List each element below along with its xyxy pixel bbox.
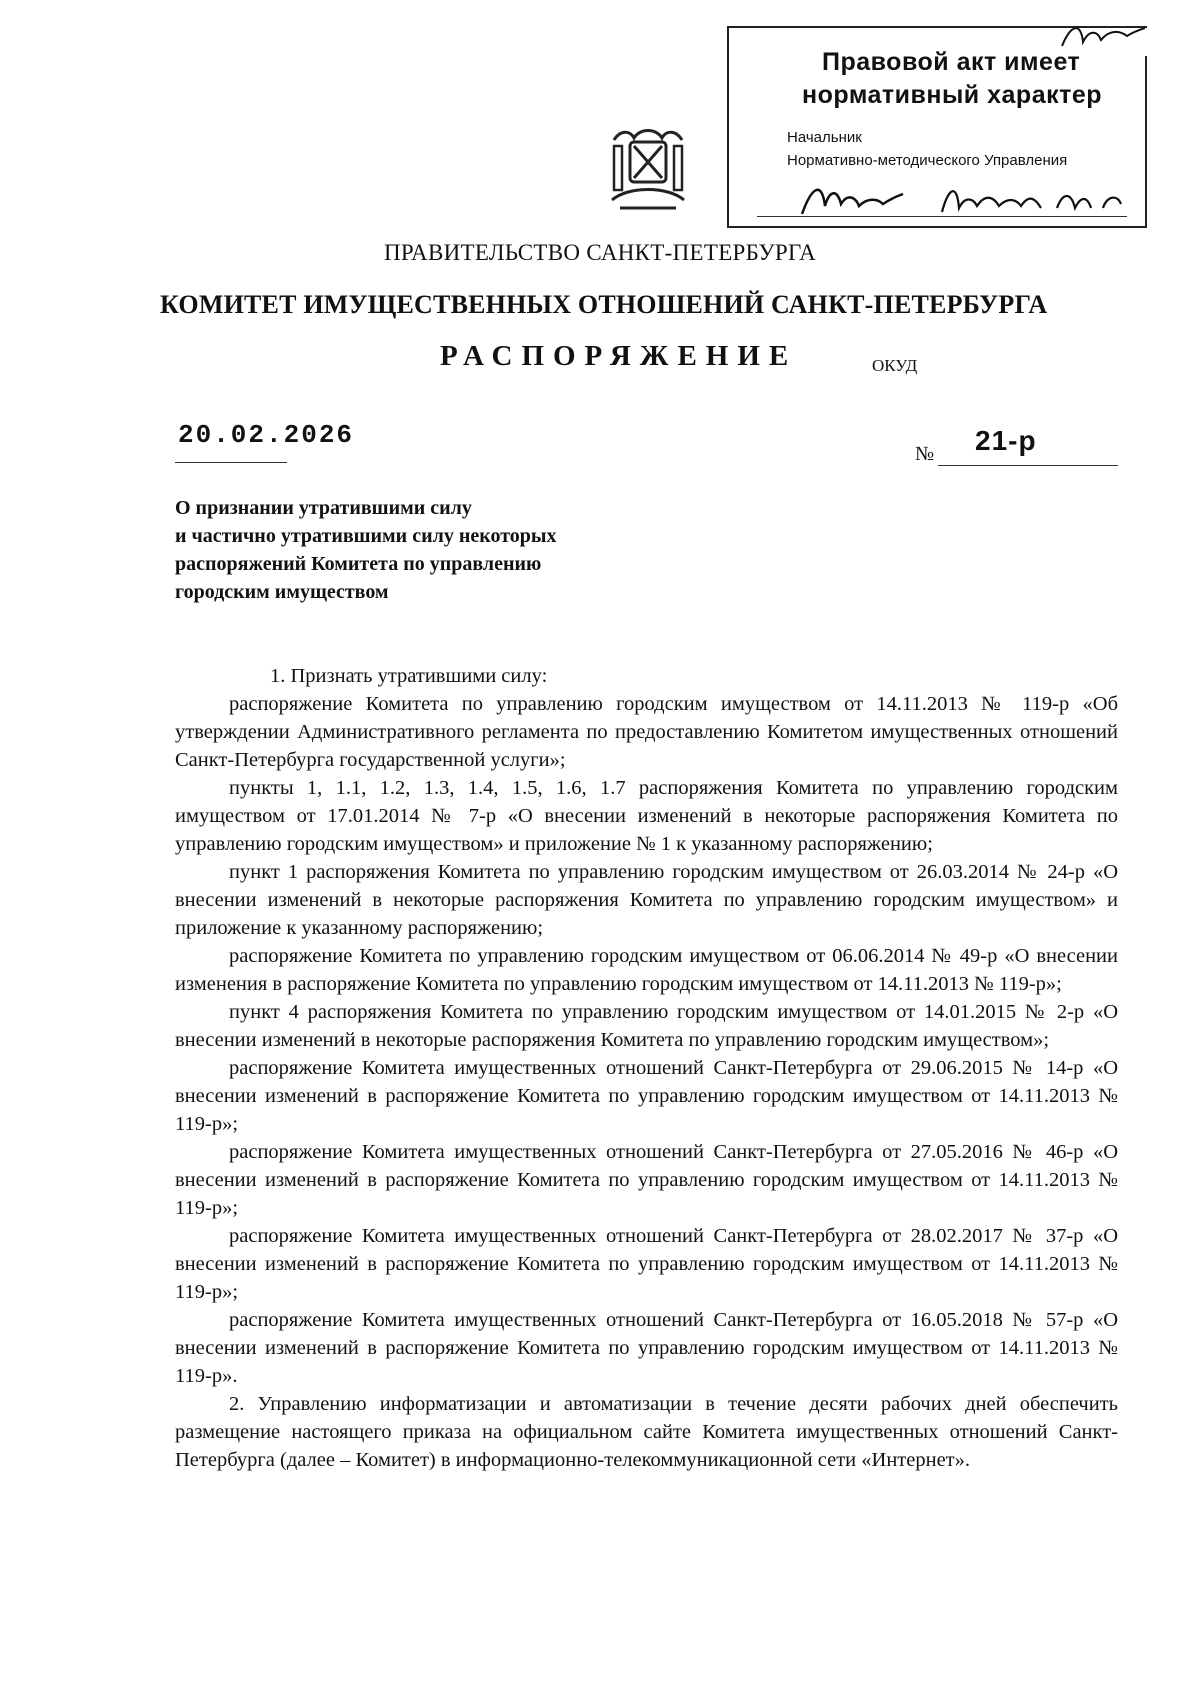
body-paragraph: пункт 4 распоряжения Комитета по управлению городским имуществом от 14.01.2015 № 2-р «О внесении изменений в некоторые распоряжения Комитета по управлению городским имуществом»; — [175, 1001, 1118, 1051]
stamp-position-line2: Нормативно-методического Управления — [787, 152, 1068, 169]
handwritten-signature-1 — [797, 176, 907, 221]
stamp-text-line2: нормативный характер — [802, 81, 1103, 109]
number-sign: № — [915, 443, 935, 465]
body-paragraph: 2. Управлению информатизации и автоматизации в течение десяти рабочих дней обеспечить размещение настоящего приказа на официальном сайте Комитета имущественных отношений Санкт-Петербурга (далее – Комитет) в информационно-телекоммуникационной сети «Интернет». — [175, 1393, 1118, 1471]
subject-line: О признании утратившими силу — [175, 497, 472, 519]
document-type-heading: РАСПОРЯЖЕНИЕ — [440, 340, 798, 372]
stamp-frame-bottom — [727, 226, 1147, 228]
document-date: 20.02.2026 — [178, 420, 355, 450]
stamp-signature-line — [757, 216, 1127, 217]
date-underline — [175, 462, 287, 463]
stamp-frame-right — [1145, 56, 1147, 228]
subject-line: и частично утратившими силу некоторых — [175, 525, 557, 547]
body-paragraph: распоряжение Комитета имущественных отношений Санкт-Петербурга от 16.05.2018 № 57-р «О внесении изменений в распоряжение Комитета по управлению городским имуществом от 14.11.2013 № 119-р». — [175, 1309, 1118, 1387]
approval-stamp — [727, 26, 1147, 238]
committee-heading: КОМИТЕТ ИМУЩЕСТВЕННЫХ ОТНОШЕНИЙ САНКТ-ПЕТЕРБУРГА — [160, 290, 1048, 319]
subject-line: городским имуществом — [175, 581, 389, 603]
document-body — [175, 662, 1118, 1474]
body-paragraph: 1. Признать утратившими силу: — [270, 665, 548, 687]
body-paragraph: распоряжение Комитета имущественных отношений Санкт-Петербурга от 27.05.2016 № 46-р «О внесении изменений в распоряжение Комитета по управлению городским имуществом от 14.11.2013 № 119-р»; — [175, 1141, 1118, 1219]
corner-signature-mark — [1057, 16, 1147, 56]
document-subject — [175, 494, 695, 606]
body-paragraph: распоряжение Комитета по управлению городским имуществом от 14.11.2013 № 119-р «Об утверждении Административного регламента по предоставлению Комитетом имущественных отношений Санкт-Петербурга государственной услуги»; — [175, 693, 1118, 771]
stamp-position-line1: Начальник — [787, 129, 862, 146]
subject-line: распоряжений Комитета по управлению — [175, 553, 542, 575]
body-paragraph: распоряжение Комитета по управлению городским имуществом от 06.06.2014 № 49-р «О внесении изменения в распоряжение Комитета по управлению городским имуществом от 14.11.2013 № 119-р»; — [175, 945, 1118, 995]
coat-of-arms-icon — [600, 122, 696, 218]
body-paragraph: пункты 1, 1.1, 1.2, 1.3, 1.4, 1.5, 1.6, 1.7 распоряжения Комитета по управлению городским имуществом от 17.01.2014 № 7-р «О внесении изменений в некоторые распоряжения Комитета по управлению городским имуществом» и приложение № 1 к указанному распоряжению; — [175, 777, 1118, 855]
body-paragraph: распоряжение Комитета имущественных отношений Санкт-Петербурга от 29.06.2015 № 14-р «О внесении изменений в распоряжение Комитета по управлению городским имуществом от 14.11.2013 № 119-р»; — [175, 1057, 1118, 1135]
number-underline — [938, 465, 1118, 466]
okud-label: ОКУД — [872, 356, 918, 375]
stamp-text-line1: Правовой акт имеет — [822, 48, 1081, 76]
body-paragraph: распоряжение Комитета имущественных отношений Санкт-Петербурга от 28.02.2017 № 37-р «О внесении изменений в распоряжение Комитета по управлению городским имуществом от 14.11.2013 № 119-р»; — [175, 1225, 1118, 1303]
body-paragraph: пункт 1 распоряжения Комитета по управлению городским имуществом от 26.03.2014 № 24-р «О внесении изменений в некоторые распоряжения Комитета по управлению городским имуществом» и приложение к указанному распоряжению; — [175, 861, 1118, 939]
stamp-frame-left — [727, 26, 729, 226]
document-number: 21-р — [975, 425, 1037, 456]
handwritten-signature-2 — [937, 178, 1127, 218]
government-heading: ПРАВИТЕЛЬСТВО САНКТ-ПЕТЕРБУРГА — [383, 240, 817, 265]
